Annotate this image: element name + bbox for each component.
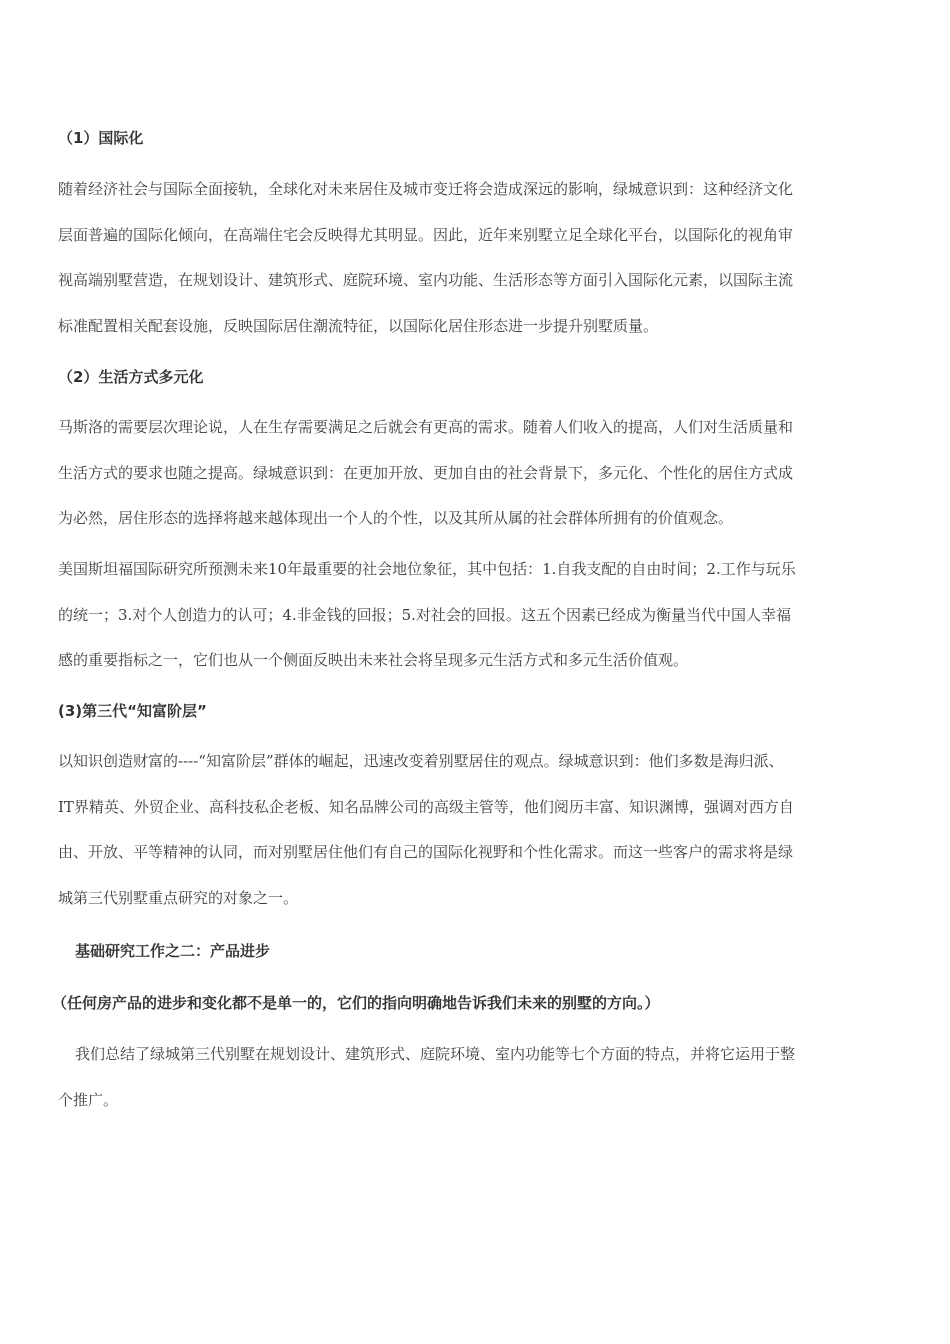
paragraph-summary bbox=[58, 1032, 892, 1123]
text-line: 随着经济社会与国际全面接轨，全球化对未来居住及城市变迁将会造成深远的影响，绿城意识到：这种经济文化 bbox=[58, 180, 794, 198]
text-line: 标准配置相关配套设施，反映国际居住潮流特征，以国际化居住形态进一步提升别墅质量。 bbox=[58, 316, 659, 335]
section-heading-internationalization: （1）国际化 bbox=[58, 129, 144, 147]
paragraph-stanford bbox=[58, 547, 892, 684]
text-line: 以知识创造财富的----“知富阶层”群体的崛起，迅速改变着别墅居住的观点。绿城意识到：他们多数是海归派、 bbox=[58, 752, 784, 770]
text-line: 城第三代别墅重点研究的对象之一。 bbox=[58, 888, 299, 907]
text-line: 为必然，居住形态的选择将越来越体现出一个人的个性，以及其所从属的社会群体所拥有的价值观念。 bbox=[58, 509, 734, 527]
paragraph-internationalization bbox=[58, 167, 892, 349]
text-line: 美国斯坦福国际研究所预测未来10年最重要的社会地位象征，其中包括：1.自我支配的自由时间；2.工作与玩乐 bbox=[58, 560, 796, 578]
section-heading-lifestyle-diversification: （2）生活方式多元化 bbox=[58, 368, 204, 386]
paragraph-knowledge-rich-class bbox=[58, 739, 892, 921]
text-line: 视高端别墅营造，在规划设计、建筑形式、庭院环境、室内功能、生活形态等方面引入国际化元素，以国际主流 bbox=[58, 271, 794, 289]
text-line: 由、开放、平等精神的认同，而对别墅居住他们有自己的国际化视野和个性化需求。而这一些客户的需求将是绿 bbox=[58, 843, 794, 861]
text-line: 层面普遍的国际化倾向，在高端住宅会反映得尤其明显。因此，近年来别墅立足全球化平台，以国际化的视角审 bbox=[58, 225, 794, 244]
text-line: 个推广。 bbox=[58, 1090, 119, 1109]
text-line: 马斯洛的需要层次理论说，人在生存需要满足之后就会有更高的需求。随着人们收入的提高，人们对生活质量和 bbox=[58, 418, 794, 436]
text-line: 的统一；3.对个人创造力的认可；4.非金钱的回报；5.对社会的回报。这五个因素已经成为衡量当代中国人幸福 bbox=[58, 605, 791, 624]
text-line: 生活方式的要求也随之提高。绿城意识到：在更加开放、更加自由的社会背景下，多元化、个性化的居住方式成 bbox=[58, 463, 794, 482]
section-heading-knowledge-rich-class: (3)第三代“知富阶层” bbox=[58, 702, 207, 720]
paragraph-maslow bbox=[58, 405, 892, 542]
section-subheading-product-progress: （任何房产品的进步和变化都不是单一的，它们的指向明确地告诉我们未来的别墅的方向。） bbox=[52, 994, 660, 1012]
text-line: IT界精英、外贸企业、高科技私企老板、知名品牌公司的高级主管等，他们阅历丰富、知识渊博，强调对西方自 bbox=[58, 797, 794, 816]
section-heading-product-progress: 基础研究工作之二：产品进步 bbox=[75, 942, 271, 960]
text-line: 感的重要指标之一，它们也从一个侧面反映出未来社会将呈现多元生活方式和多元生活价值观。 bbox=[58, 651, 689, 669]
text-line: 我们总结了绿城第三代别墅在规划设计、建筑形式、庭院环境、室内功能等七个方面的特点，并将它运用于整 bbox=[75, 1045, 796, 1063]
